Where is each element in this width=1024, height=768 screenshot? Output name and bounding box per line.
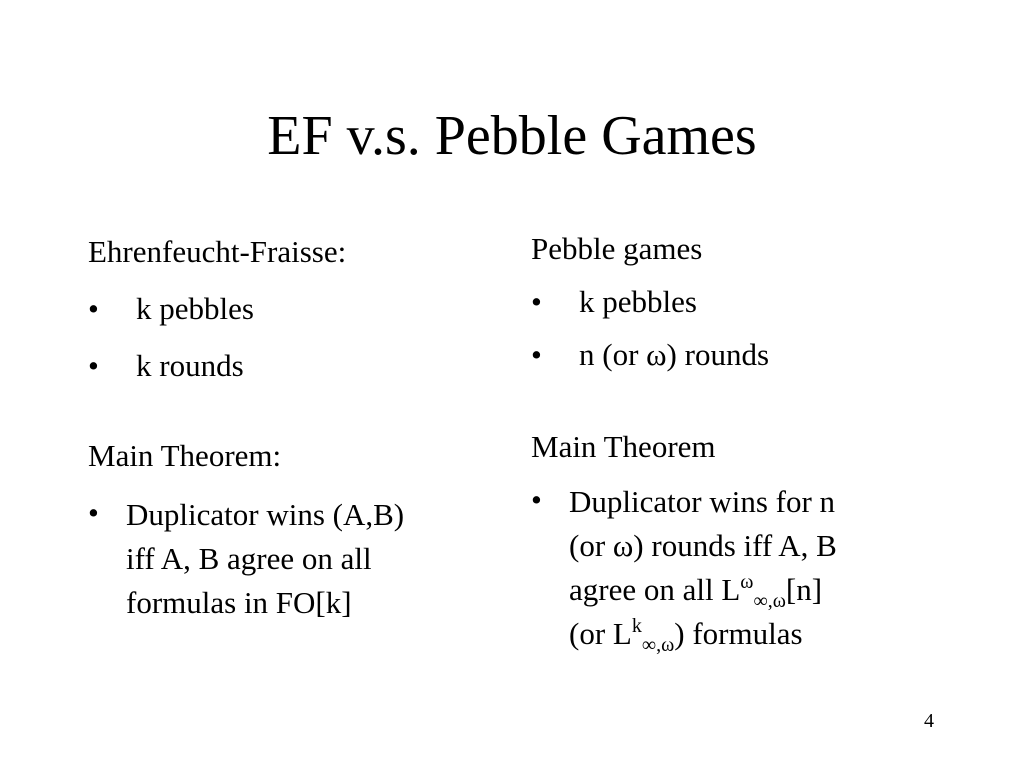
- formula-subscript: ∞,ω: [753, 590, 786, 612]
- right-bullet-item: [531, 335, 931, 375]
- left-bullet-item: [88, 289, 508, 329]
- bullet-icon: •: [531, 284, 542, 319]
- left-heading: Ehrenfeucht-Fraisse:: [88, 234, 347, 269]
- right-theorem-line: (or ω) rounds iff A, B: [569, 528, 837, 563]
- right-theorem-line: [569, 568, 931, 612]
- right-theorem-line: Duplicator wins for n: [569, 484, 836, 519]
- left-theorem-bullet: [88, 493, 508, 625]
- formula-superscript: ω: [740, 571, 754, 593]
- bullet-icon: •: [88, 495, 99, 530]
- formula-text: (or L: [569, 616, 632, 651]
- formula-subscript: ∞,ω: [641, 634, 675, 656]
- left-theorem-line: iff A, B agree on all: [126, 541, 372, 576]
- bullet-icon: •: [531, 337, 542, 372]
- left-column: [88, 232, 508, 625]
- left-theorem-line: Duplicator wins (A,B): [126, 497, 405, 532]
- page-number: 4: [924, 710, 934, 732]
- formula-text: ) formulas: [674, 616, 803, 651]
- left-theorem-heading: Main Theorem:: [88, 438, 282, 473]
- right-theorem-line: [569, 612, 931, 656]
- bullet-icon: •: [531, 482, 542, 517]
- right-column: [531, 229, 931, 656]
- bullet-icon: •: [88, 348, 99, 383]
- right-theorem-bullet: [531, 480, 931, 656]
- right-bullet-text: n (or ω) rounds: [579, 337, 770, 372]
- right-bullet-item: [531, 282, 931, 322]
- left-bullet-text: k rounds: [136, 348, 244, 383]
- bullet-icon: •: [88, 291, 99, 326]
- right-bullet-text: k pebbles: [579, 284, 697, 319]
- left-bullet-item: [88, 346, 508, 386]
- formula-superscript: k: [631, 615, 642, 637]
- formula-text: [n]: [785, 572, 823, 607]
- left-bullet-text: k pebbles: [136, 291, 254, 326]
- right-theorem-heading: Main Theorem: [531, 429, 716, 464]
- slide-title: EF v.s. Pebble Games: [267, 105, 757, 167]
- formula-text: agree on all L: [569, 572, 741, 607]
- right-heading: Pebble games: [531, 231, 703, 266]
- left-theorem-line: formulas in FO[k]: [126, 585, 352, 620]
